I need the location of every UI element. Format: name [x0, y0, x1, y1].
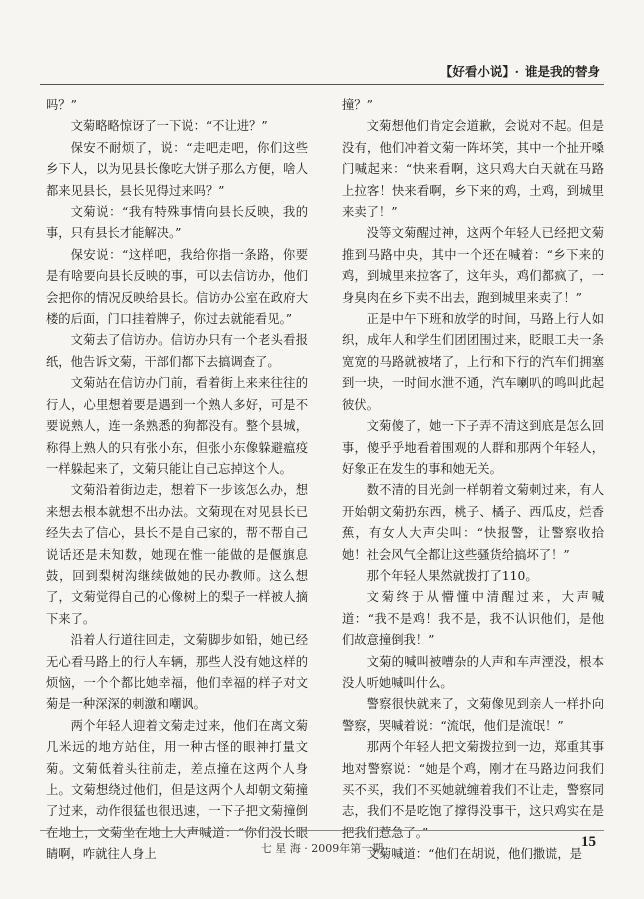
- right-column: [342, 95, 604, 866]
- paragraph: 那个年轻人果然就拨打了110。: [366, 568, 538, 583]
- left-column: [46, 95, 308, 866]
- paragraph: 吗？”: [46, 98, 77, 112]
- paragraph: 文菊傻了，她一下子弄不清这到底是怎么回事，傻乎乎地看着围观的人群和那两个年轻人，好象正在发生的事和她无关。: [342, 419, 604, 476]
- paragraph: 文菊想他们肯定会道歉，会说对不起。但是没有，他们冲着文菊一阵坏笑，其中一个扯开嗓门喊起来：“快来看啊，这只鸡大白天就在马路上拉客！快来看啊，乡下来的鸡，土鸡，到城里来卖了！”: [342, 119, 604, 220]
- paragraph: 文菊略略惊讶了一下说：“不让进？”: [70, 119, 268, 134]
- paragraph: 文菊去了信访办。信访办只有一个老头看报纸，他告诉文菊，干部们都下去搞调查了。: [46, 333, 308, 369]
- paragraph: 文菊说：“我有特殊事情向县长反映，我的事，只有县长才能解决。”: [46, 205, 308, 241]
- paragraph: 保安说：“这样吧，我给你指一条路，你要是有啥要向县长反映的事，可以去信访办，他们会把你的情况反映给县长。信访办公室在政府大楼的后面，门口挂着牌子，你过去就能看见。”: [46, 247, 308, 327]
- footer-divider: [40, 830, 604, 831]
- running-header: [440, 62, 600, 80]
- footer-text: 七 星 海 · 2009年第一期: [260, 842, 384, 855]
- paragraph: 文菊喊道：“他们在胡说，他们撒谎，是: [366, 847, 582, 862]
- paragraph: 沿着人行道往回走，文菊脚步如铅，她已经无心看马路上的行人车辆，那些人没有她这样的烦恼，一个个都比她幸福，他们幸福的样子对文菊是一种深深的刺激和嘲讽。: [46, 633, 308, 712]
- paragraph: 警察很快就来了，文菊像见到亲人一样扑向警察，哭喊着说：“流氓，他们是流氓！”: [342, 697, 604, 733]
- header-separator: ·: [514, 64, 519, 79]
- paragraph: 撞？”: [342, 98, 373, 112]
- paragraph: 文菊的喊叫被嘈杂的人声和车声湮没，根本没人听她喊叫什么。: [342, 654, 604, 690]
- paragraph: 文菊站在信访办门前，看着街上来来往往的行人，心里想着要是遇到一个熟人多好，可是不要说熟人，连一条熟悉的狗都没有。整个县城，称得上熟人的只有张小东，但张小东像躲避瘟疫一样躲起来了，文菊只能让自己忘掉这个人。: [46, 376, 308, 476]
- paragraph: 没等文菊醒过神，这两个年轻人已经把文菊推到马路中央，其中一个还在喊着：“乡下来的鸡，到城里来拉客了，这年头，鸡们都疯了，一身臭肉在乡下卖不出去，跑到城里来卖了！”: [342, 226, 604, 305]
- story-title: 谁是我的替身: [524, 64, 600, 79]
- paragraph: 数不清的目光剑一样朝着文菊刺过来，有人开始朝文菊扔东西，桃子、橘子、西瓜皮，烂香蕉，有女人大声尖叫：“快报警，让警察收拾她！社会风气全都让这些骚货给搞坏了！”: [342, 483, 604, 562]
- paragraph: 那两个年轻人把文菊拨拉到一边，郑重其事地对警察说：“她是个鸡，刚才在马路边问我们买不买，我们不买她就缠着我们不让走，警察同志，我们不是吃饱了撑得没事干，这只鸡实在是把我们惹急了。”: [342, 740, 604, 840]
- paragraph: 文菊终于从懵懂中清醒过来，大声喊道：“我不是鸡！我不是，我不认识他们，是他们故意撞倒我！”: [342, 590, 604, 648]
- page-number: 15: [581, 834, 596, 850]
- section-label: 【好看小说】: [439, 64, 509, 79]
- paragraph: 两个年轻人迎着文菊走过来，他们在离文菊几米远的地方站住，用一种古怪的眼神打量文菊。文菊低着头往前走，差点撞在这两个人身上。文菊想绕过他们，但是这两个人却朝文菊撞了过来，动作很猛也很迅速，一下子把文菊撞倒在地上，文菊坐在地上大声喊道：“你们没长眼睛啊，咋就往人身上: [46, 718, 308, 862]
- paragraph: 正是中午下班和放学的时间，马路上行人如织，成年人和学生们团团围过来，眨眼工夫一条宽宽的马路就被堵了，上行和下行的汽车们拥塞到一块，一时间水泄不通，汽车喇叭的鸣叫此起彼伏。: [342, 312, 604, 412]
- header-divider: [40, 84, 604, 85]
- paragraph: 保安不耐烦了，说：“走吧走吧，你们这些乡下人，以为见县长像吃大饼子那么方便，啥人都来见县长，县长见得过来吗？”: [46, 140, 308, 198]
- paragraph: 文菊沿着街边走，想着下一步该怎么办，想来想去根本就想不出办法。文菊现在对见县长已经失去了信心，县长不是自己家的，帮不帮自己说话还是未知数，她现在惟一能做的是偃旗息鼓，回到梨树沟继续做她的民办教师。这么想了，文菊觉得自己的心像树上的梨子一样被人摘下来了。: [46, 483, 308, 626]
